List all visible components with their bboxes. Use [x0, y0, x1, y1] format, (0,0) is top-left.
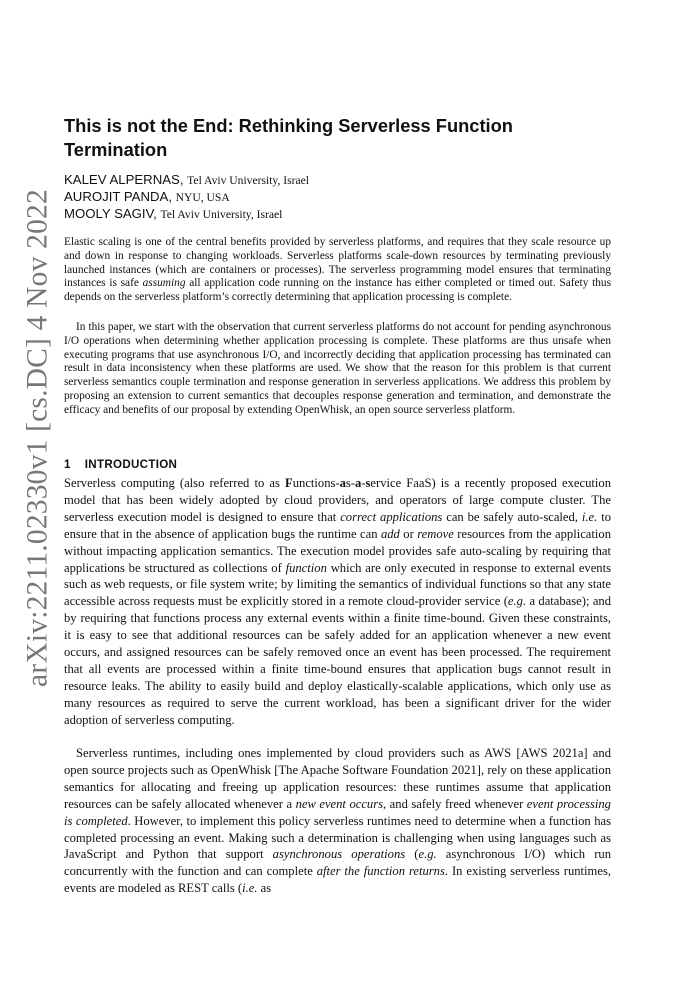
author-affiliation: Tel Aviv University, Israel — [187, 174, 310, 187]
body-paragraph: Serverless runtimes, including ones implemented by cloud providers such as AWS [AWS 2021a] and open source projects such as OpenWhisk [The Apache Software Foundation 2021], rely on these application semantics for allocating and freeing up application resources: these runtimes assume that application resources can be safely allocated whenever a new event occurs, and safely freed whenever event processing is completed. However, to implement this policy serverless runtimes need to determine when a function has completed processing an event. Making such a determination is challenging when using languages such as JavaScript and Python that support asynchronous operations (e.g. asynchronous I/O) which run concurrently with the function and can complete after the function returns. In existing serverless runtimes, events are modeled as REST calls (i.e. as — [64, 746, 611, 896]
body-paragraph: Serverless computing (also referred to as Functions-as-a-service FaaS) is a recently proposed execution model that has been widely adopted by cloud providers, and operators of large compute cluster. The serverless execution model is designed to ensure that correct applications can be safely auto-scaled, i.e. to ensure that in the absence of application bugs the runtime can add or remove resources from the application without impacting application semantics. The execution model provides safe auto-scaling by requiring that applications be structured as collections of function which are only executed in response to external events such as web requests, or file system write; by limiting the semantics of individual functions so that any state accessible across requests must be explicitly stored in a remote cloud-provider service (e.g. a database); and by requiring that functions process any external events within a finite time-bound. Given these constraints, it is easy to see that additional resources can be safely added for an application whenever a new event occurs, and assigned resources can be safely removed once an event has been processed. The requirement that all events are processed within a finite time-bound ensures that application bugs cannot result in resource leaks. The ability to easily build and deploy elastically-scalable applications, which only use as many resources as required to serve the current workload, has been a significant driver for the wider adoption of serverless computing. — [64, 476, 611, 727]
author-line — [64, 188, 230, 206]
section-number: 1 — [64, 458, 71, 471]
author-name: MOOLY SAGIV, — [64, 206, 157, 221]
author-line — [64, 171, 309, 189]
author-name: KALEV ALPERNAS, — [64, 172, 184, 187]
arxiv-identifier-text: arXiv:2211.02330v1 [cs.DC] 4 Nov 2022 — [21, 189, 54, 687]
abstract-emphasis: assuming — [142, 277, 186, 290]
abstract-paragraph — [64, 236, 611, 305]
arxiv-identifier-stamp — [14, 188, 62, 688]
author-name: AUROJIT PANDA, — [64, 189, 172, 204]
section-heading — [64, 458, 177, 471]
author-affiliation: Tel Aviv University, Israel — [160, 208, 283, 221]
abstract-text: Elastic scaling is one of the central benefits provided by serverless platforms, and requires that they scale resource up and down in response to changing workloads. Serverless platforms scale-down resources by terminating previously launched instances (which are containers or processes). The serverless programming model ensures that terminating instances is safe — [64, 236, 611, 290]
author-affiliation: NYU, USA — [175, 191, 230, 204]
section-title: INTRODUCTION — [84, 458, 178, 471]
paper-title: This is not the End: Rethinking Serverless Function Termination — [64, 115, 513, 160]
author-line — [64, 205, 282, 223]
abstract-text: all application code running on the instance has either completed or timed out. Safety thus depends on the serverless platform’s correctly determining that application processing is complete. — [64, 277, 612, 304]
abstract-paragraph: In this paper, we start with the observation that current serverless platforms do not account for pending asynchronous I/O operations when determining whether application processing is complete. These platforms are thus unsafe when executing programs that use asynchronous I/O, and incorrectly deciding that application processing has terminated can result in data inconsistency when these platforms are used. We show that the reason for this problem is that current serverless semantics couple termination and response generation in serverless applications. We address this problem by proposing an extension to current semantics that decouples response generation and termination, and demonstrate the efficacy and benefits of our proposal by extending OpenWhisk, an open source serverless platform. — [64, 321, 611, 416]
